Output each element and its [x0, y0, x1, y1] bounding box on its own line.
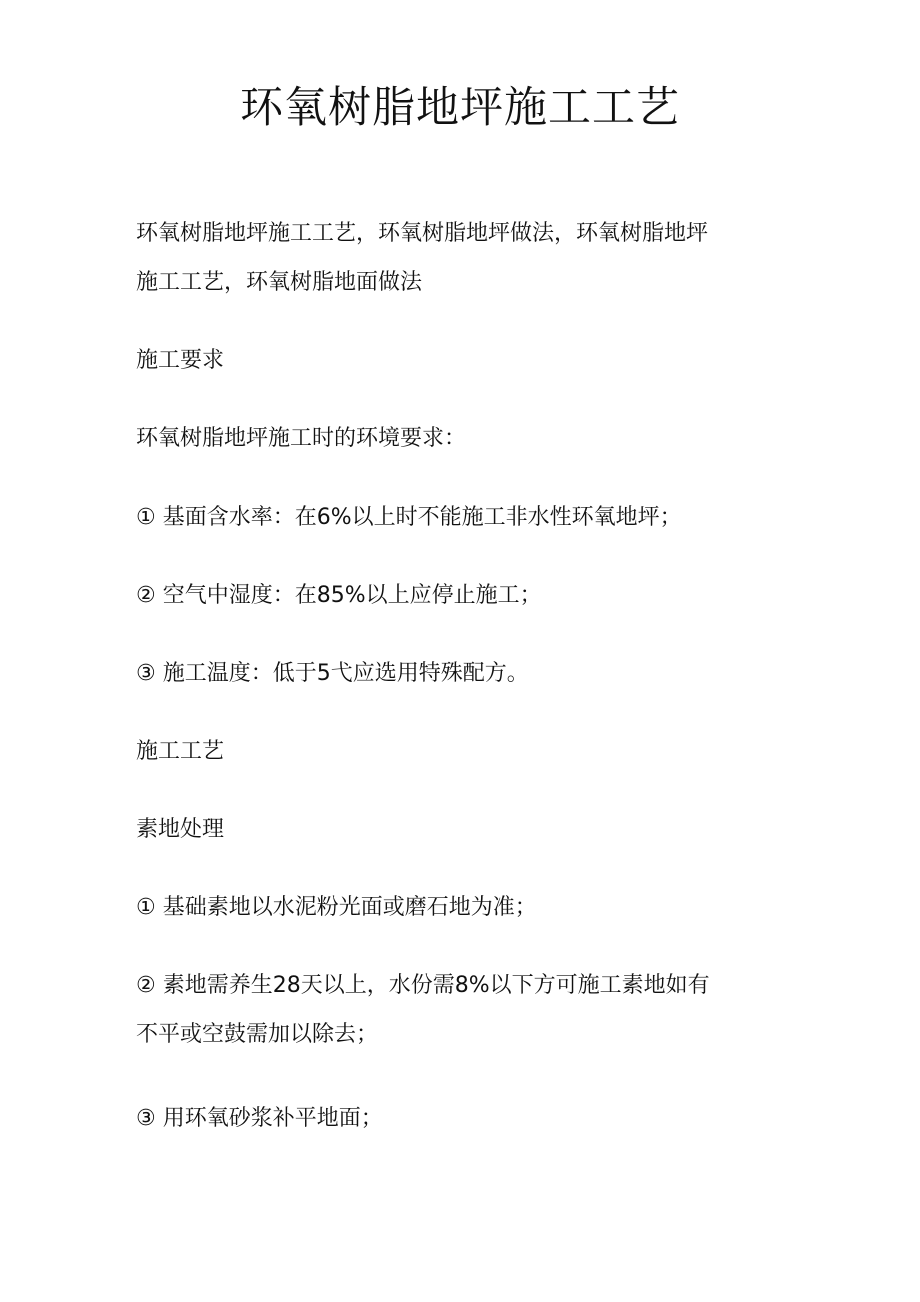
- section-heading-requirements: 施工要求: [136, 348, 225, 373]
- list-item-humidity: ② 空气中湿度：在85%以上应停止施工；: [136, 583, 542, 608]
- list-item-substrate-base: ① 基础素地以水泥粉光面或磨石地为准；: [136, 895, 537, 920]
- document-title: 环氧树脂地坪施工工艺: [240, 83, 680, 133]
- list-item-mortar: ③ 用环氧砂浆补平地面；: [136, 1106, 383, 1131]
- list-item-curing-line-2: 不平或空鼓需加以除去；: [136, 1022, 379, 1047]
- environment-requirements-heading: 环氧树脂地坪施工时的环境要求：: [136, 426, 467, 451]
- subsection-heading-substrate: 素地处理: [136, 817, 225, 842]
- intro-line-2: 施工工艺，环氧树脂地面做法: [136, 270, 423, 295]
- section-heading-process: 施工工艺: [136, 739, 225, 764]
- list-item-moisture: ① 基面含水率：在6%以上时不能施工非水性环氧地坪；: [136, 505, 682, 530]
- intro-line-1: 环氧树脂地坪施工工艺，环氧树脂地坪做法，环氧树脂地坪: [136, 221, 709, 246]
- list-item-curing-line-1: ② 素地需养生28天以上，水份需8%以下方可施工素地如有: [136, 973, 710, 998]
- list-item-temperature: ③ 施工温度：低于5弋应选用特殊配方。: [136, 661, 529, 686]
